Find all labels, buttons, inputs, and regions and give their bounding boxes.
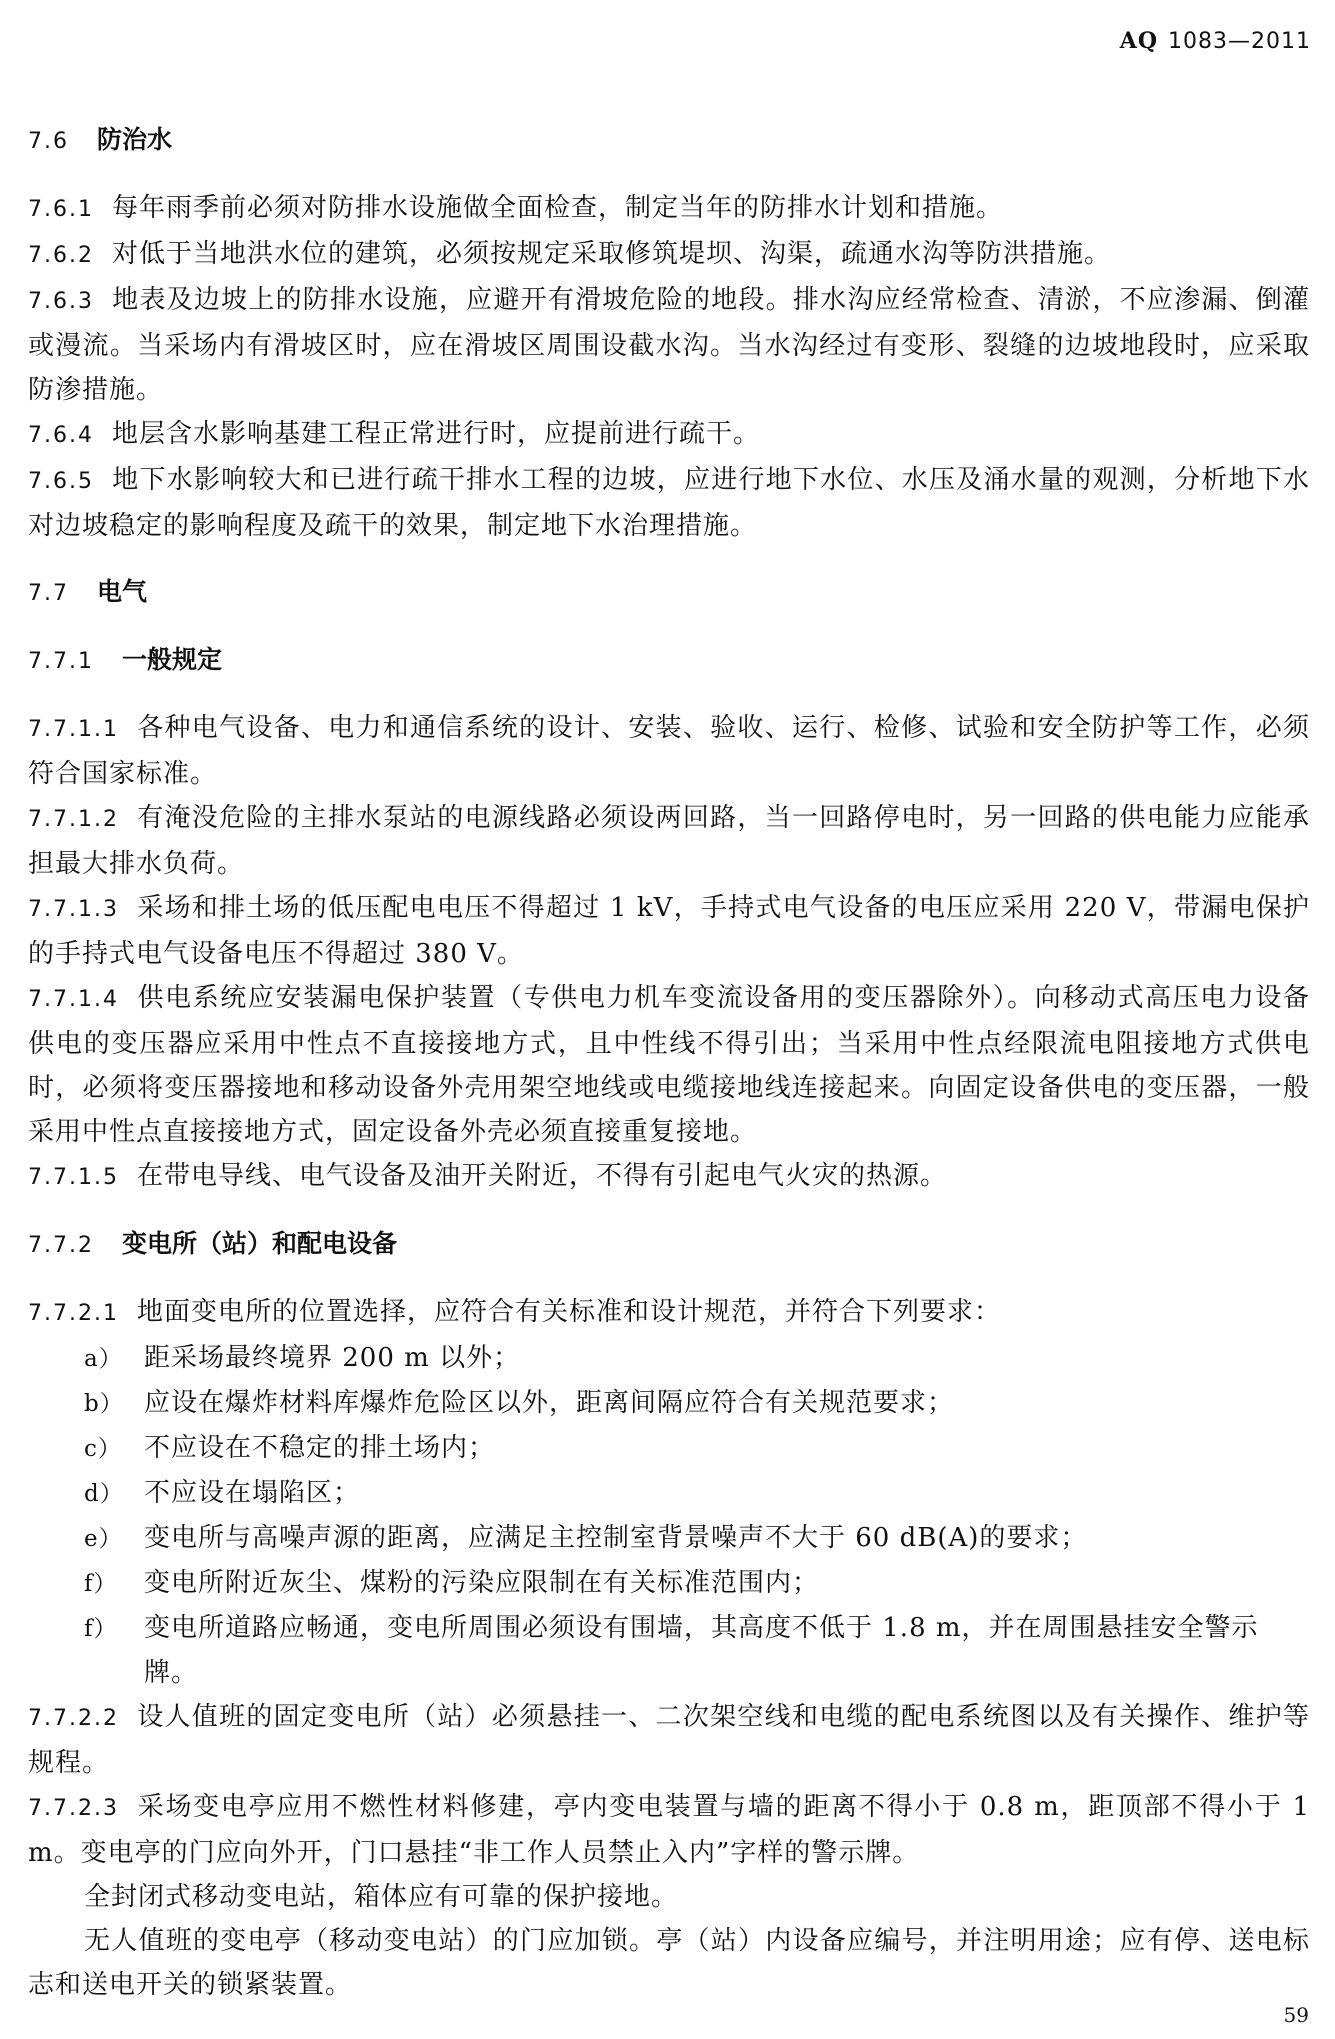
clause-7-6-2 [28, 232, 1310, 278]
list-item [28, 1561, 1310, 1606]
clause-number: 7.7.1.5 [28, 1165, 119, 1190]
document-body [28, 118, 1310, 2007]
clause-7-7-2-2 [28, 1695, 1310, 1785]
paragraph: 无人值班的变电亭（移动变电站）的门应加锁。亭（站）内设备应编号，并注明用途；应有停、送电标志和送电开关的锁紧装置。 [28, 1926, 1310, 2000]
clause-text: 采场和排土场的低压配电电压不得超过 1 kV，手持式电气设备的电压应采用 220 V，带漏电保护的手持式电气设备电压不得超过 380 V。 [28, 893, 1310, 969]
clause-number: 7.7.2.2 [28, 1706, 119, 1731]
list-item-text: 应设在爆炸材料库爆炸危险区以外，距离间隔应符合有关规范要求； [144, 1388, 955, 1418]
clause-7-6-5 [28, 458, 1310, 548]
clause-7-6-3 [28, 278, 1310, 412]
list-item [28, 1516, 1310, 1561]
list-item [28, 1336, 1310, 1381]
list-item-text: 距采场最终境界 200 m 以外； [144, 1343, 521, 1373]
clause-number: 7.7.1.3 [28, 897, 119, 922]
clause-text: 每年雨季前必须对防排水设施做全面检查，制定当年的防排水计划和措施。 [111, 193, 1003, 223]
list-item [28, 1606, 1310, 1695]
clause-7-7-1-1 [28, 706, 1310, 796]
section-number: 7.6 [28, 129, 69, 154]
list-item [28, 1426, 1310, 1471]
section-title: 防治水 [97, 125, 173, 154]
clause-number: 7.7.1.2 [28, 807, 119, 832]
clause-text: 有淹没危险的主排水泵站的电源线路必须设两回路，当一回路停电时，另一回路的供电能力应能承担最大排水负荷。 [28, 803, 1310, 879]
list-item [28, 1471, 1310, 1516]
section-heading-7-7 [28, 570, 1310, 616]
list-marker: c） [84, 1436, 122, 1462]
page-number: 59 [1283, 2003, 1309, 2027]
clause-number: 7.7.1.1 [28, 717, 119, 742]
paragraph: 全封闭式移动变电站，箱体应有可靠的保护接地。 [84, 1882, 679, 1912]
clause-7-7-1-3 [28, 886, 1310, 976]
clause-number: 7.6.1 [28, 197, 94, 222]
section-heading-7-6 [28, 118, 1310, 164]
clause-number: 7.6.2 [28, 243, 94, 268]
list-marker: a） [84, 1346, 123, 1372]
section-title: 电气 [97, 577, 148, 606]
clause-7-7-1-2 [28, 796, 1310, 886]
clause-7-6-1 [28, 186, 1310, 232]
list-item-text: 变电所道路应畅通，变电所周围必须设有围墙，其高度不低于 1.8 m，并在周围悬挂安全警示牌。 [144, 1613, 1259, 1688]
list-item-text: 变电所与高噪声源的距离，应满足主控制室背景噪声不大于 60 dB(A)的要求； [144, 1523, 1088, 1553]
clause-text: 地面变电所的位置选择，应符合有关标准和设计规范，并符合下列要求： [136, 1297, 1001, 1327]
list-marker: d） [84, 1481, 124, 1507]
clause-number: 7.7.1.4 [28, 987, 119, 1012]
clause-text: 地表及边坡上的防排水设施，应避开有滑坡危险的地段。排水沟应经常检查、清淤，不应渗漏、倒灌或漫流。当采场内有滑坡区时，应在滑坡区周围设截水沟。当水沟经过有变形、裂缝的边坡地段时，应采取防渗措施。 [28, 285, 1310, 405]
standard-prefix: AQ [1119, 28, 1159, 54]
clause-text: 地下水影响较大和已进行疏干排水工程的边坡，应进行地下水位、水压及涌水量的观测，分析地下水对边坡稳定的影响程度及疏干的效果，制定地下水治理措施。 [28, 465, 1310, 541]
section-number: 7.7.2 [28, 1233, 94, 1258]
clause-text: 供电系统应安装漏电保护装置（专供电力机车变流设备用的变压器除外）。向移动式高压电力设备供电的变压器应采用中性点不直接接地方式，且中性线不得引出；当采用中性点经限流电阻接地方式供电时，必须将变压器接地和移动设备外壳用架空地线或电缆接地线连接起来。向固定设备供电的变压器，一般采用中性点直接接地方式，固定设备外壳必须直接重复接地。 [28, 983, 1310, 1147]
clause-number: 7.6.4 [28, 423, 94, 448]
clause-text: 设人值班的固定变电所（站）必须悬挂一、二次架空线和电缆的配电系统图以及有关操作、维护等规程。 [28, 1702, 1310, 1778]
section-title: 一般规定 [121, 645, 222, 674]
clause-text: 各种电气设备、电力和通信系统的设计、安装、验收、运行、检修、试验和安全防护等工作，必须符合国家标准。 [28, 713, 1310, 789]
clause-7-7-2-1 [28, 1290, 1310, 1336]
clause-number: 7.6.5 [28, 469, 94, 494]
clause-number: 7.7.2.3 [28, 1796, 119, 1821]
list-item [28, 1381, 1310, 1426]
clause-7-7-1-4 [28, 976, 1310, 1154]
clause-text: 地层含水影响基建工程正常进行时，应提前进行疏干。 [111, 419, 760, 449]
section-number: 7.7.1 [28, 649, 94, 674]
page-header [1120, 28, 1311, 54]
clause-text: 对低于当地洪水位的建筑，必须按规定采取修筑堤坝、沟渠，疏通水沟等防洪措施。 [111, 239, 1111, 269]
list-item-text: 变电所附近灰尘、煤粉的污染应限制在有关标准范围内； [144, 1568, 820, 1598]
list-marker: f） [84, 1571, 118, 1597]
standard-code: 1083—2011 [1168, 29, 1311, 54]
list-item-text: 不应设在不稳定的排土场内； [144, 1433, 496, 1463]
clause-7-7-2-3 [28, 1785, 1310, 1875]
section-heading-7-7-1 [28, 638, 1310, 684]
list-marker: f） [84, 1616, 118, 1642]
clause-text: 采场变电亭应用不燃性材料修建，亭内变电装置与墙的距离不得小于 0.8 m，距顶部不得小于 1 m。变电亭的门应向外开，门口悬挂“非工作人员禁止入内”字样的警示牌。 [28, 1792, 1310, 1868]
clause-7-6-4 [28, 412, 1310, 458]
section-heading-7-7-2 [28, 1222, 1310, 1268]
clause-number: 7.7.2.1 [28, 1301, 119, 1326]
list-item-text: 不应设在塌陷区； [144, 1478, 361, 1508]
section-title: 变电所（站）和配电设备 [121, 1229, 397, 1258]
clause-number: 7.6.3 [28, 289, 94, 314]
section-number: 7.7 [28, 581, 69, 606]
list-marker: e） [84, 1526, 123, 1552]
clause-7-7-1-5 [28, 1154, 1310, 1200]
clause-text: 在带电导线、电气设备及油开关附近，不得有引起电气火灾的热源。 [136, 1161, 947, 1191]
list-marker: b） [84, 1391, 124, 1417]
